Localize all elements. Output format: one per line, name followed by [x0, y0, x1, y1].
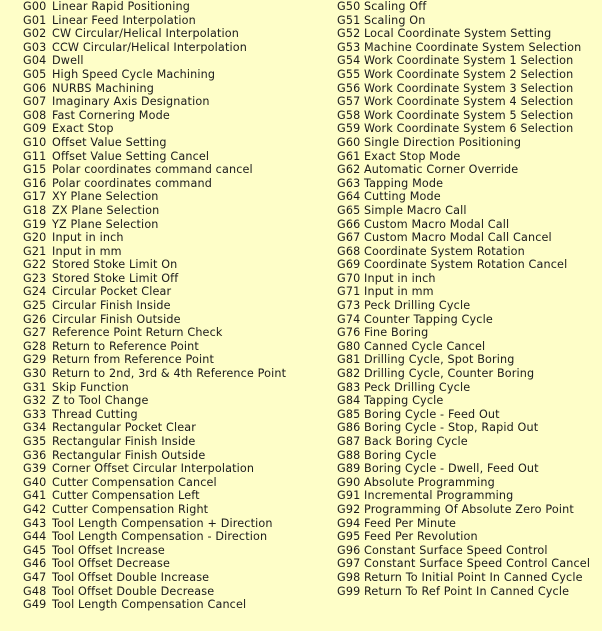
gcode-code: G46	[23, 557, 47, 571]
gcode-description: Return To Ref Point In Canned Cycle	[364, 584, 570, 598]
gcode-entry	[23, 544, 323, 558]
gcode-code: G59	[337, 122, 361, 136]
gcode-code: G80	[337, 339, 361, 353]
gcode-description: Circular Finish Outside	[52, 312, 181, 326]
gcode-description: Tapping Cycle	[364, 394, 444, 408]
gcode-entry	[337, 489, 599, 503]
gcode-description: Boring Cycle - Stop, Rapid Out	[364, 421, 539, 435]
gcode-code: G01	[23, 13, 47, 27]
gcode-description: Drilling Cycle, Counter Boring	[364, 367, 535, 381]
gcode-description: Peck Drilling Cycle	[364, 380, 471, 394]
gcode-code: G27	[23, 326, 47, 340]
gcode-entry	[337, 340, 599, 354]
gcode-code: G31	[23, 380, 47, 394]
gcode-code: G05	[23, 67, 47, 81]
gcode-entry	[23, 109, 323, 123]
gcode-description: Linear Rapid Positioning	[52, 0, 191, 13]
gcode-code: G48	[23, 584, 47, 598]
gcode-description: Tool Offset Increase	[52, 543, 165, 557]
gcode-entry	[337, 0, 599, 14]
gcode-code: G96	[337, 543, 361, 557]
gcode-entry	[23, 41, 323, 55]
gcode-entry	[23, 177, 323, 191]
gcode-description: Coordinate System Rotation	[364, 244, 525, 258]
gcode-entry	[23, 95, 323, 109]
gcode-code: G20	[23, 231, 47, 245]
gcode-entry	[337, 177, 599, 191]
gcode-code: G32	[23, 394, 47, 408]
gcode-entry	[23, 353, 323, 367]
gcode-code: G21	[23, 244, 47, 258]
gcode-code: G09	[23, 122, 47, 136]
gcode-description: Constant Surface Speed Control Cancel	[364, 557, 591, 571]
gcode-entry	[337, 367, 599, 381]
gcode-description: Input in inch	[52, 231, 124, 245]
gcode-entry	[23, 421, 323, 435]
gcode-code: G98	[337, 570, 361, 584]
gcode-entry	[337, 299, 599, 313]
gcode-description: Input in mm	[364, 285, 434, 299]
gcode-code: G19	[23, 217, 47, 231]
gcode-entry	[23, 367, 323, 381]
gcode-entry	[23, 530, 323, 544]
gcode-code: G67	[337, 231, 361, 245]
gcode-entry	[23, 231, 323, 245]
gcode-code: G87	[337, 435, 361, 448]
gcode-entry	[23, 285, 323, 299]
gcode-code: G89	[337, 462, 361, 476]
gcode-code: G52	[337, 27, 361, 41]
gcode-code: G34	[23, 421, 47, 435]
gcode-description: Dwell	[52, 54, 84, 68]
gcode-code: G51	[337, 13, 361, 27]
gcode-entry	[23, 245, 323, 259]
gcode-entry	[23, 313, 323, 327]
gcode-code: G92	[337, 502, 361, 516]
gcode-entry	[337, 557, 599, 571]
gcode-code: G94	[337, 516, 361, 530]
gcode-code: G29	[23, 353, 47, 367]
gcode-code: G74	[337, 312, 361, 326]
gcode-code: G23	[23, 271, 47, 285]
gcode-entry	[337, 571, 599, 585]
gcode-entry	[337, 449, 599, 463]
gcode-code: G11	[23, 149, 47, 163]
gcode-entry	[337, 122, 599, 136]
gcode-description: Circular Pocket Clear	[52, 285, 172, 299]
gcode-entry	[23, 408, 323, 422]
gcode-description: Offset Value Setting Cancel	[52, 149, 210, 163]
gcode-description: Imaginary Axis Designation	[52, 95, 210, 109]
gcode-description: Work Coordinate System 6 Selection	[364, 122, 574, 136]
gcode-entry	[337, 27, 599, 41]
gcode-code: G71	[337, 285, 361, 299]
gcode-code: G61	[337, 149, 361, 163]
gcode-description: Work Coordinate System 1 Selection	[364, 54, 574, 68]
gcode-code: G03	[23, 40, 47, 54]
gcode-entry	[337, 150, 599, 164]
gcode-code: G73	[337, 299, 361, 313]
gcode-entry	[23, 150, 323, 164]
gcode-code: G90	[337, 475, 361, 489]
gcode-description: Reference Point Return Check	[52, 326, 223, 340]
gcode-description: Work Coordinate System 4 Selection	[364, 95, 574, 109]
gcode-code: G07	[23, 95, 47, 109]
gcode-description: Cutter Compensation Cancel	[52, 475, 217, 489]
gcode-description: Peck Drilling Cycle	[364, 299, 471, 313]
gcode-code: G42	[23, 502, 47, 516]
gcode-code: G55	[337, 67, 361, 81]
gcode-description: Scaling On	[364, 13, 426, 27]
gcode-entry	[337, 476, 599, 490]
gcode-description: Feed Per Revolution	[364, 530, 478, 544]
gcode-description: Cutter Compensation Right	[52, 502, 209, 516]
gcode-entry	[23, 557, 323, 571]
gcode-description: Coordinate System Rotation Cancel	[364, 258, 568, 272]
gcode-code: G18	[23, 203, 47, 217]
gcode-entry	[23, 54, 323, 68]
gcode-entry	[337, 218, 599, 232]
gcode-entry	[23, 381, 323, 395]
gcode-code: G35	[23, 435, 47, 448]
gcode-code: G99	[337, 584, 361, 598]
gcode-description: Constant Surface Speed Control	[364, 543, 548, 557]
gcode-code: G50	[337, 0, 361, 13]
gcode-description: Rectangular Finish Inside	[52, 435, 196, 448]
gcode-description: Corner Offset Circular Interpolation	[52, 462, 255, 476]
gcode-entry	[23, 258, 323, 272]
gcode-code: G36	[23, 448, 47, 462]
gcode-description: Automatic Corner Override	[364, 163, 519, 177]
gcode-entry	[23, 585, 323, 599]
gcode-entry	[23, 163, 323, 177]
gcode-code: G00	[23, 0, 47, 13]
gcode-description: Boring Cycle - Dwell, Feed Out	[364, 462, 539, 476]
gcode-description: Simple Macro Call	[364, 203, 467, 217]
gcode-entry	[337, 109, 599, 123]
gcode-code: G44	[23, 530, 47, 544]
gcode-entry	[23, 489, 323, 503]
gcode-description: Machine Coordinate System Selection	[364, 40, 582, 54]
gcode-description: XY Plane Selection	[52, 190, 159, 204]
right-code-column	[337, 0, 599, 598]
gcode-entry	[337, 326, 599, 340]
gcode-entry	[337, 517, 599, 531]
gcode-entry	[23, 218, 323, 232]
gcode-entry	[337, 353, 599, 367]
gcode-entry	[337, 313, 599, 327]
gcode-description: Skip Function	[52, 380, 129, 394]
gcode-entry	[23, 27, 323, 41]
gcode-description: Work Coordinate System 5 Selection	[364, 108, 574, 122]
gcode-description: Canned Cycle Cancel	[364, 339, 486, 353]
gcode-code: G41	[23, 489, 47, 503]
gcode-code: G81	[337, 353, 361, 367]
gcode-code: G08	[23, 108, 47, 122]
gcode-entry	[337, 136, 599, 150]
gcode-entry	[337, 544, 599, 558]
gcode-entry	[337, 503, 599, 517]
gcode-code: G62	[337, 163, 361, 177]
gcode-description: Tapping Mode	[364, 176, 444, 190]
gcode-description: Custom Macro Modal Call Cancel	[364, 231, 552, 245]
gcode-description: Stored Stoke Limit On	[52, 258, 178, 272]
gcode-description: Polar coordinates command	[52, 176, 212, 190]
gcode-entry	[337, 435, 599, 449]
gcode-description: CW Circular/Helical Interpolation	[52, 27, 240, 41]
gcode-code: G25	[23, 299, 47, 313]
gcode-code: G30	[23, 367, 47, 381]
gcode-entry	[337, 41, 599, 55]
gcode-description: Tool Offset Double Decrease	[52, 584, 215, 598]
gcode-entry	[337, 14, 599, 28]
gcode-code: G24	[23, 285, 47, 299]
gcode-code: G60	[337, 135, 361, 149]
gcode-description: Exact Stop	[52, 122, 114, 136]
gcode-code: G40	[23, 475, 47, 489]
gcode-description: Cutting Mode	[364, 190, 441, 204]
gcode-description: Work Coordinate System 2 Selection	[364, 67, 574, 81]
gcode-description: CCW Circular/Helical Interpolation	[52, 40, 247, 54]
gcode-code: G76	[337, 326, 361, 340]
gcode-entry	[337, 204, 599, 218]
gcode-description: Z to Tool Change	[52, 394, 149, 408]
gcode-code: G33	[23, 407, 47, 421]
gcode-entry	[337, 82, 599, 96]
gcode-entry	[23, 503, 323, 517]
gcode-code: G43	[23, 516, 47, 530]
gcode-entry	[23, 340, 323, 354]
left-code-column	[23, 0, 323, 612]
gcode-entry	[23, 517, 323, 531]
gcode-code: G66	[337, 217, 361, 231]
gcode-code: G28	[23, 339, 47, 353]
gcode-entry	[337, 394, 599, 408]
gcode-code: G26	[23, 312, 47, 326]
gcode-code: G15	[23, 163, 47, 177]
gcode-code: G39	[23, 462, 47, 476]
gcode-entry	[23, 476, 323, 490]
gcode-entry	[337, 585, 599, 599]
gcode-entry	[23, 0, 323, 14]
gcode-entry	[23, 299, 323, 313]
gcode-description: Counter Tapping Cycle	[364, 312, 493, 326]
gcode-code: G91	[337, 489, 361, 503]
gcode-code: G56	[337, 81, 361, 95]
gcode-code: G95	[337, 530, 361, 544]
gcode-entry	[337, 462, 599, 476]
gcode-description: Offset Value Setting	[52, 135, 167, 149]
gcode-code: G65	[337, 203, 361, 217]
gcode-description: Single Direction Positioning	[364, 135, 522, 149]
gcode-code: G49	[23, 598, 47, 612]
gcode-description: Return from Reference Point	[52, 353, 214, 367]
gcode-entry	[337, 285, 599, 299]
gcode-description: Custom Macro Modal Call	[364, 217, 510, 231]
gcode-code: G16	[23, 176, 47, 190]
gcode-code: G88	[337, 448, 361, 462]
gcode-code: G84	[337, 394, 361, 408]
gcode-code: G06	[23, 81, 47, 95]
gcode-code: G86	[337, 421, 361, 435]
gcode-entry	[337, 95, 599, 109]
gcode-description: High Speed Cycle Machining	[52, 67, 216, 81]
gcode-code: G83	[337, 380, 361, 394]
gcode-entry	[337, 231, 599, 245]
gcode-description: Tool Offset Double Increase	[52, 570, 210, 584]
gcode-code: G69	[337, 258, 361, 272]
gcode-description: Circular Finish Inside	[52, 299, 171, 313]
gcode-entry	[337, 421, 599, 435]
gcode-entry	[23, 462, 323, 476]
gcode-description: Return to Reference Point	[52, 339, 199, 353]
gcode-description: YZ Plane Selection	[52, 217, 159, 231]
gcode-description: Boring Cycle - Feed Out	[364, 407, 500, 421]
gcode-entry	[23, 82, 323, 96]
gcode-entry	[337, 381, 599, 395]
gcode-entry	[337, 408, 599, 422]
gcode-entry	[337, 530, 599, 544]
gcode-description: Polar coordinates command cancel	[52, 163, 253, 177]
gcode-entry	[23, 449, 323, 463]
gcode-code: G45	[23, 543, 47, 557]
gcode-code: G57	[337, 95, 361, 109]
gcode-description: Local Coordinate System Setting	[364, 27, 552, 41]
gcode-code: G47	[23, 570, 47, 584]
gcode-code: G70	[337, 271, 361, 285]
gcode-description: Stored Stoke Limit Off	[52, 271, 179, 285]
gcode-entry	[23, 68, 323, 82]
gcode-code: G68	[337, 244, 361, 258]
gcode-entry	[23, 272, 323, 286]
gcode-description: Fine Boring	[364, 326, 429, 340]
gcode-description: Work Coordinate System 3 Selection	[364, 81, 574, 95]
gcode-description: Input in inch	[364, 271, 436, 285]
gcode-description: Rectangular Pocket Clear	[52, 421, 197, 435]
gcode-entry	[337, 54, 599, 68]
gcode-description: Tool Offset Decrease	[52, 557, 171, 571]
gcode-entry	[23, 394, 323, 408]
gcode-code: G22	[23, 258, 47, 272]
gcode-entry	[337, 272, 599, 286]
gcode-description: Tool Length Compensation - Direction	[52, 530, 268, 544]
gcode-code: G97	[337, 557, 361, 571]
gcode-description: Tool Length Compensation Cancel	[52, 598, 247, 612]
gcode-code: G64	[337, 190, 361, 204]
gcode-description: Absolute Programming	[364, 475, 495, 489]
gcode-description: Boring Cycle	[364, 448, 437, 462]
gcode-code: G85	[337, 407, 361, 421]
gcode-code: G54	[337, 54, 361, 68]
gcode-description: Programming Of Absolute Zero Point	[364, 502, 574, 516]
gcode-description: Return To Initial Point In Canned Cycle	[364, 570, 583, 584]
gcode-description: Scaling Off	[364, 0, 427, 13]
gcode-code: G04	[23, 54, 47, 68]
gcode-code: G63	[337, 176, 361, 190]
gcode-entry	[23, 571, 323, 585]
gcode-entry	[23, 204, 323, 218]
gcode-description: Drilling Cycle, Spot Boring	[364, 353, 515, 367]
gcode-description: Input in mm	[52, 244, 122, 258]
gcode-entry	[23, 122, 323, 136]
gcode-entry	[23, 435, 323, 449]
gcode-entry	[337, 190, 599, 204]
gcode-description: Fast Cornering Mode	[52, 108, 170, 122]
gcode-code: G17	[23, 190, 47, 204]
gcode-entry	[337, 163, 599, 177]
gcode-code: G10	[23, 135, 47, 149]
gcode-description: Tool Length Compensation + Direction	[52, 516, 273, 530]
gcode-description: Feed Per Minute	[364, 516, 457, 530]
gcode-description: Linear Feed Interpolation	[52, 13, 196, 27]
gcode-entry	[337, 245, 599, 259]
gcode-description: Rectangular Finish Outside	[52, 448, 206, 462]
gcode-description: Cutter Compensation Left	[52, 489, 200, 503]
gcode-entry	[23, 326, 323, 340]
gcode-code: G82	[337, 367, 361, 381]
gcode-entry	[23, 136, 323, 150]
gcode-description: Thread Cutting	[52, 407, 138, 421]
gcode-code: G53	[337, 40, 361, 54]
gcode-description: Exact Stop Mode	[364, 149, 461, 163]
gcode-description: NURBS Machining	[52, 81, 154, 95]
gcode-entry	[23, 190, 323, 204]
gcode-description: ZX Plane Selection	[52, 203, 160, 217]
gcode-code: G02	[23, 27, 47, 41]
gcode-entry	[337, 68, 599, 82]
gcode-description: Return to 2nd, 3rd & 4th Reference Point	[52, 367, 287, 381]
gcode-entry	[23, 14, 323, 28]
gcode-code: G58	[337, 108, 361, 122]
gcode-entry	[337, 258, 599, 272]
gcode-description: Back Boring Cycle	[364, 435, 468, 448]
gcode-description: Incremental Programming	[364, 489, 514, 503]
gcode-entry	[23, 598, 323, 612]
